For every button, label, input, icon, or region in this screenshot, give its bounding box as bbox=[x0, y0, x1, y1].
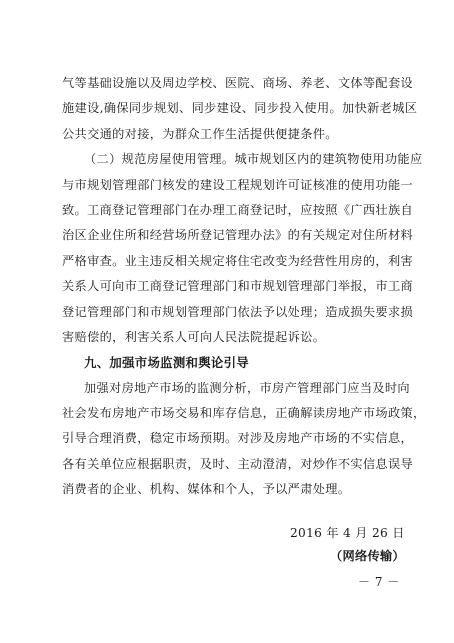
text-line: 公共交通的对接，为群众工作生活提供便捷条件。 bbox=[62, 126, 338, 141]
document-date: 2016 年 4 月 26 日 bbox=[290, 526, 405, 540]
text-line: 与市规划管理部门核发的建设工程规划许可证核准的使用功能一 bbox=[62, 177, 414, 192]
document-source: （网络传输） bbox=[330, 549, 405, 563]
text-line: 关系人可向市工商登记管理部门和市规划管理部门举报，市工商 bbox=[62, 279, 414, 294]
paragraph-monitoring bbox=[62, 376, 426, 503]
text-line: 施建设,确保同步规划、同步建设、同步投入使用。加快新老城区 bbox=[62, 101, 418, 116]
text-line: 气等基础设施以及周边学校、医院、商场、养老、文体等配套设 bbox=[62, 76, 414, 90]
text-line: 社会发布房地产市场交易和库存信息，正确解读房地产市场政策， bbox=[62, 406, 426, 421]
text-line: 登记管理部门和市规划管理部门依法予以处理；造成损失要求损 bbox=[62, 304, 414, 319]
text-line: 各有关单位应根据职责，及时、主动澄清，对炒作不实信息误导 bbox=[62, 456, 414, 471]
section-heading: 九、加强市场监测和舆论引导 bbox=[84, 355, 249, 371]
text-line: 加强对房地产市场的监测分析，市房产管理部门应当及时向 bbox=[84, 380, 410, 395]
page-number: － 7 － bbox=[358, 575, 400, 589]
text-line: 严格审查。业主违反相关规定将住宅改变为经营性用房的，利害 bbox=[62, 253, 414, 268]
text-line: 害赔偿的，利害关系人可向人民法院提起诉讼。 bbox=[62, 329, 326, 344]
paragraph-usage-management bbox=[62, 147, 423, 350]
text-line: 引导合理消费，稳定市场预期。对涉及房地产市场的不实信息， bbox=[62, 431, 414, 446]
text-line: 治区企业住所和经营场所登记管理办法》的有关规定对住所材料 bbox=[62, 228, 414, 243]
text-line: 消费者的企业、机构、媒体和个人，予以严肃处理。 bbox=[62, 482, 351, 497]
paragraph-continued bbox=[62, 71, 418, 147]
text-line: 致。工商登记管理部门在办理工商登记时，应按照《广西壮族自 bbox=[62, 202, 414, 217]
document-body bbox=[62, 71, 426, 503]
text-line: （二）规范房屋使用管理。城市规划区内的建筑物使用功能应 bbox=[84, 152, 423, 167]
